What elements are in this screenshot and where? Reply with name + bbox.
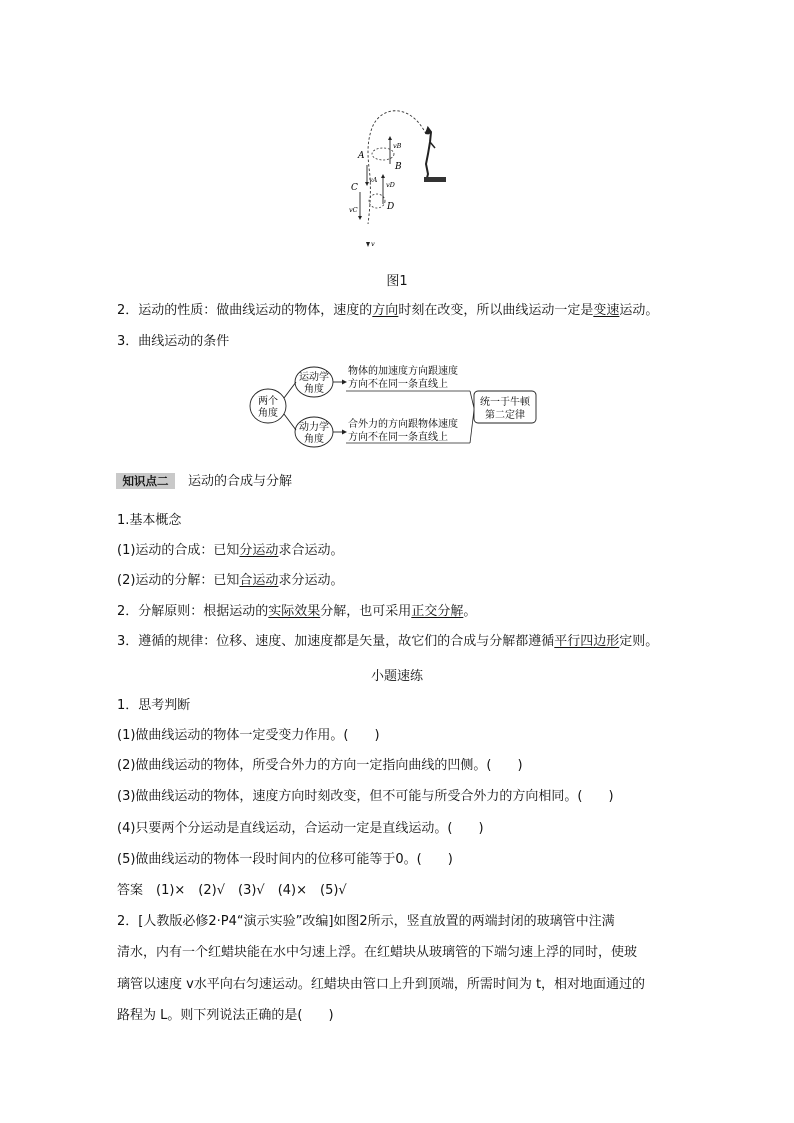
label-B: B (395, 162, 402, 172)
figure-1-caption: 图1 (386, 274, 408, 289)
kinematic-condition-line1: 物体的加速度方向跟速度 (348, 366, 458, 377)
kinematic-condition-line2: 方向不在同一条直线上 (348, 379, 448, 390)
svg-text:运动学: 运动学 (299, 372, 329, 383)
curve-motion-condition-map (248, 360, 548, 455)
question-2-line-2: 清水，内有一个红蜡块能在水中匀速上浮。在红蜡块从玻璃管的下端匀速上浮的同时，使玻 (117, 945, 638, 960)
svg-text:统一于牛顿: 统一于牛顿 (480, 397, 530, 408)
question-1-heading: 1．思考判断 (117, 698, 191, 713)
label-vB: vB (393, 142, 402, 150)
judgment-item-1: (1)做曲线运动的物体一定受变力作用。( ) (117, 728, 380, 743)
synthesis-definition: (1)运动的合成：已知分运动求合运动。 (117, 543, 344, 558)
judgment-item-2: (2)做曲线运动的物体，所受合外力的方向一定指向曲线的凹侧。( ) (117, 758, 523, 773)
label-C: C (351, 183, 358, 193)
section-2-motion-nature: 2．运动的性质：做曲线运动的物体，速度的方向时刻在改变，所以曲线运动一定是变速运动。 (117, 303, 659, 318)
label-vD: vD (386, 181, 395, 189)
knowledge-point-title: 运动的合成与分解 (188, 474, 293, 489)
knowledge-point-badge: 知识点二 (116, 473, 175, 489)
svg-text:第二定律: 第二定律 (485, 410, 525, 421)
label-D: D (387, 202, 395, 212)
vector-rule: 3．遵循的规律：位移、速度、加速度都是矢量，故它们的合成与分解都遵循平行四边形定则。 (117, 634, 659, 649)
figure-1-diagram (340, 98, 450, 258)
basic-concept-heading: 1.基本概念 (117, 513, 182, 528)
svg-text:两个: 两个 (258, 396, 278, 407)
decomposition-principle: 2．分解原则：根据运动的实际效果分解，也可采用正交分解。 (117, 604, 477, 619)
judgment-item-5: (5)做曲线运动的物体一段时间内的位移可能等于0。( ) (117, 852, 453, 867)
label-v: v (371, 240, 375, 248)
dynamic-condition-line1: 合外力的方向跟物体速度 (348, 419, 458, 430)
question-2-line-1: 2．[人教版必修2·P4“演示实验”改编]如图2所示，竖直放置的两端封闭的玻璃管中注满 (117, 914, 615, 929)
svg-text:角度: 角度 (304, 434, 324, 445)
label-vC: vC (349, 206, 358, 214)
svg-text:角度: 角度 (258, 408, 278, 419)
question-2-line-4: 路程为 L。则下列说法正确的是( ) (117, 1008, 334, 1023)
judgment-item-3: (3)做曲线运动的物体，速度方向时刻改变，但不可能与所受合外力的方向相同。( ) (117, 789, 614, 804)
judgment-item-4: (4)只要两个分运动是直线运动，合运动一定是直线运动。( ) (117, 821, 484, 836)
section-3-heading: 3．曲线运动的条件 (117, 334, 230, 349)
svg-text:动力学: 动力学 (299, 422, 329, 433)
practice-title: 小题速练 (370, 669, 423, 684)
label-vA: vA (369, 176, 378, 184)
dynamic-condition-line2: 方向不在同一条直线上 (348, 432, 448, 443)
label-A: A (358, 151, 365, 161)
svg-text:角度: 角度 (304, 384, 324, 395)
decomposition-definition: (2)运动的分解：已知合运动求分运动。 (117, 573, 344, 588)
question-2-line-3: 璃管以速度 v水平向右匀速运动。红蜡块由管口上升到顶端，所需时间为 t，相对地面通过的 (117, 977, 646, 992)
answer-line: 答案 (1)× (2)√ (3)√ (4)× (5)√ (117, 883, 347, 898)
